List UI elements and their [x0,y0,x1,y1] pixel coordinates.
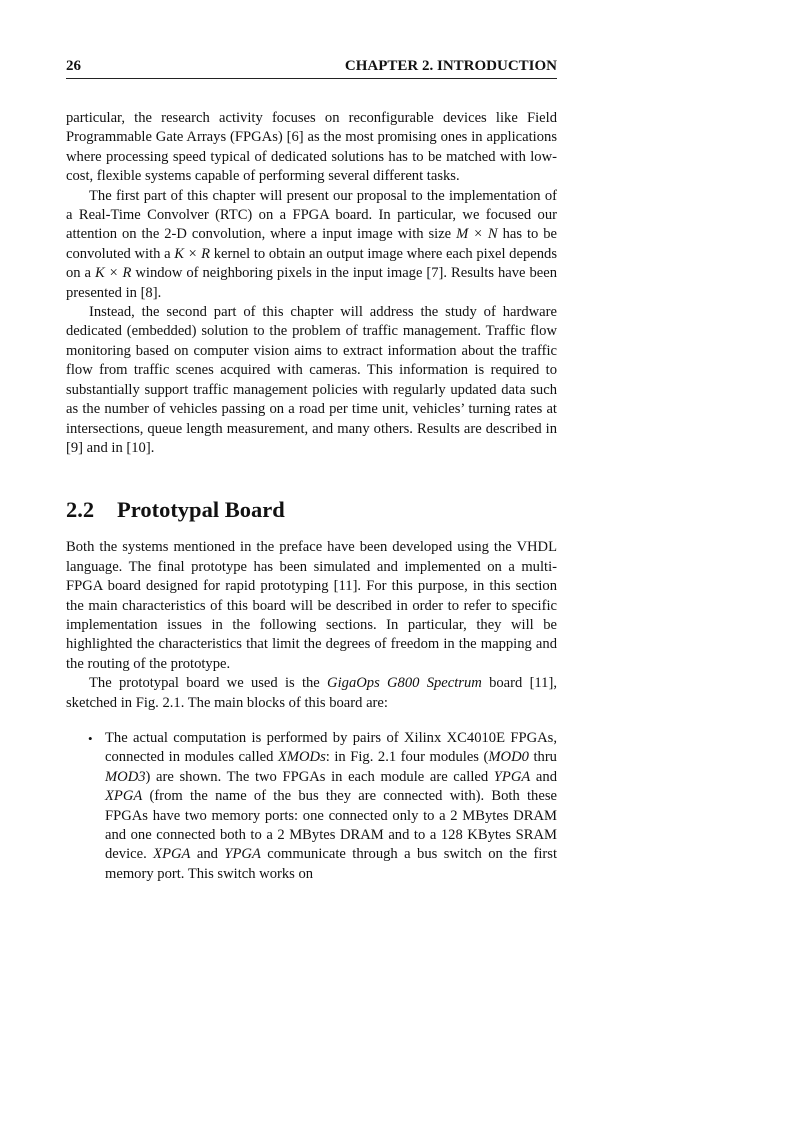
term-xpga-2: XPGA [153,846,191,863]
paragraph-2-text-a: The first part of this chapter will present our proposal to the implementation of a Real-Time Convolver (RTC) on a FPGA board. In particular, we focused our attention on the 2-D convolution, where a input image with size [66,187,557,243]
paragraph-5-text-a: The prototypal board we used is the [89,675,328,692]
section-number: 2.2 [66,497,95,523]
paragraph-3: Instead, the second part of this chapter will address the study of hardware dedicated (embedded) solution to the problem of traffic management. Traffic flow monitoring based on computer vision aims to extract information about the traffic flow from traffic scenes acquired with cameras. This information is required to substantially support traffic management policies with regularly updated data such as the number of vehicles passing on a road per time unit, vehicles’ turning rates at intersections, queue length measurement, and many others. Results are described in [9] and in [10]. [66,304,557,456]
term-xpga: XPGA [105,788,143,805]
bullet-icon: • [88,730,93,746]
paragraph-1: particular, the research activity focuses on reconfigurable devices like Field Programmable Gate Arrays (FPGAs) [6] as the most promising ones in applications where processing speed typical of dedicated solutions has to be matched with low-cost, flexible systems capable of performing several different tasks. [66,110,557,185]
paragraph-4: Both the systems mentioned in the preface have been developed using the VHDL language. The final prototype has been simulated and implemented on a multi-FPGA board designed for rapid prototyping [11]. For this purpose, in this section the main characteristics of this board will be described in order to refer to specific implementation issues in the following sections. In particular, they will be highlighted the characteristics that limit the degrees of freedom in the mapping and the routing of the prototype. [66,539,557,672]
bullet-text-2: : in Fig. 2.1 four modules ( [325,749,489,766]
list-item [88,729,558,884]
section-title: Prototypal Board [117,497,285,523]
page-number: 26 [66,58,81,74]
body-text [66,109,557,884]
bullet-text-4: ) are shown. The two FPGAs in each module are called [145,768,494,785]
paragraph-5 [66,674,557,713]
paragraph-2-text-b: has to be convoluted with a [66,226,557,262]
running-header [66,58,557,79]
bullet-text-1: The actual computation is performed by pairs of Xilinx XC4010E FPGAs, connected in modules called [105,729,557,766]
bullet-text-7: and [190,846,225,863]
term-ypga: YPGA [493,768,531,785]
bullet-text-3: thru [528,749,557,766]
term-ypga-2: YPGA [224,846,261,863]
term-xmods: XMODs [277,749,326,766]
term-mod3: MOD3 [105,768,146,785]
bullet-list [66,729,557,884]
bullet-text-6: (from the name of the bus they are connected with). Both these FPGAs have two memory ports: one connected only to a 2 MBytes DRAM and one connected both to a 2 MBytes DRAM and to a 128 KBytes SRAM device. [105,788,557,863]
section-heading [66,496,557,524]
paragraph-2-text-c: kernel to obtain an output image where each pixel depends on a [66,245,557,282]
paragraph-2 [66,187,557,303]
bullet-text-8: communicate through a bus switch on the first memory port. This switch works on [105,846,558,882]
math-m-times-n: M × N [456,226,498,243]
math-k-times-r-window: K × R [94,265,132,282]
board-name: GigaOps G800 Spectrum [327,675,482,692]
page [66,58,557,884]
paragraph-5-text-b: board [11], sketched in Fig. 2.1. The main blocks of this board are: [66,675,557,711]
math-k-times-r: K × R [174,245,211,262]
bullet-text-5: and [530,768,557,785]
paragraph-2-text-d: window of neighboring pixels in the input image [7]. Results have been presented in [8]. [66,265,558,301]
chapter-title: CHAPTER 2. INTRODUCTION [344,58,557,74]
term-mod0: MOD0 [488,749,529,766]
